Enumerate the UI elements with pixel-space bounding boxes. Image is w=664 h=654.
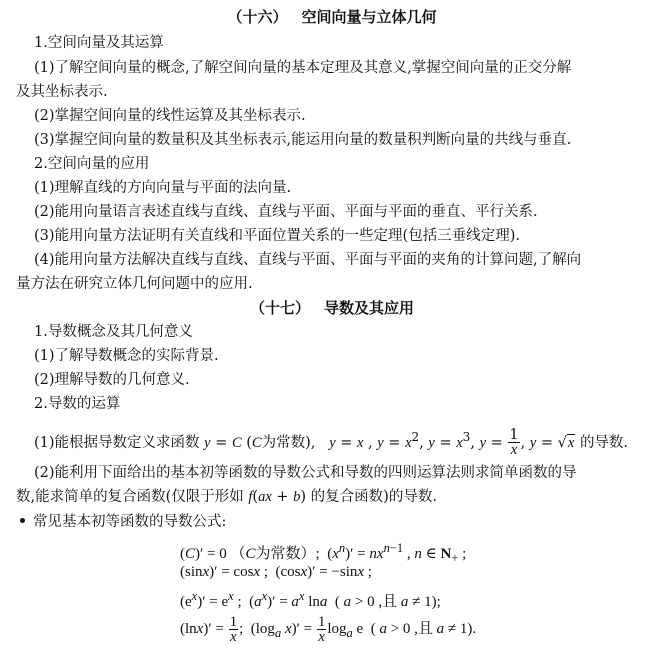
s17-para-3: (2)理解导数的几何意义. <box>34 372 190 388</box>
and-note-1: 且 <box>382 594 398 610</box>
s16-para-2-cont: 及其坐标表示. <box>16 84 108 100</box>
fraction-1-over-x-3: $\frac{1}{x}$ <box>317 614 326 645</box>
s17-para-6: (2)能利用下面给出的基本初等函数的导数公式和导数的四则运算法则求简单函数的导 <box>34 465 577 481</box>
section-16-number: （十六） <box>227 8 288 26</box>
s17-para-5-tail: 的导数. <box>579 434 629 451</box>
s17-para-6-cont-tail: 的复合函数)的导数. <box>310 489 437 505</box>
section-16-heading <box>0 7 664 27</box>
s17-para-4: 2.导数的运算 <box>34 396 121 412</box>
formula-line-4: (lnx)′ = $\frac{1}{x}$ ; ($\log_a$ x)′ = $\frac{1}{x}$ $\log_a e$ ( a > 0 ,且 a ≠ 1). <box>180 614 477 645</box>
s16-para-2: (1)了解空间向量的概念,了解空间向量的基本定理及其意义,掌握空间向量的正交分解 <box>34 60 572 76</box>
const-note: 为常数 <box>261 434 306 451</box>
formula-line-3: $(e^x)' = e^x$ ; $(a^x)' = a^x$ lna ( a > 0 ,且 a ≠ 1); <box>180 589 441 610</box>
s16-para-4: (3)掌握空间向量的数量积及其坐标表示,能运用向量的数量积判断向量的共线与垂直. <box>34 132 572 148</box>
s16-para-5: 2.空间向量的应用 <box>34 156 150 172</box>
section-17-title: 导数及其应用 <box>324 299 415 317</box>
formula-line-1: (C)′ = 0 （C为常数）; $(x^n)' = nx^{n-1}$ , n ∈ $N_+$ ; <box>180 541 467 565</box>
s16-para-9-cont: 量方法在研究立体几何问题中的应用. <box>16 276 253 292</box>
s17-para-5: (1)能根据导数定义求函数 y = C (C为常数), y = x , $y = x^2$, $y = x^3$, y = $\frac{1}{x}$ , y = √x 的导数. <box>34 427 629 459</box>
s16-para-1: 1.空间向量及其运算 <box>34 35 164 51</box>
formula-line-2: (sinx)′ = cosx ; (cosx)′ = −sinx ; <box>180 564 372 580</box>
s17-para-5-text: (1)能根据导数定义求函数 <box>34 434 200 451</box>
s16-para-8: (3)能用向量方法证明有关直线和平面位置关系的一些定理(包括三垂线定理). <box>34 228 520 244</box>
section-16-title: 空间向量与立体几何 <box>301 8 437 26</box>
bullet-item <box>20 512 226 532</box>
s16-para-9: (4)能用向量方法解决直线与直线、直线与平面、平面与平面的夹角的计算问题,了解向 <box>34 252 582 268</box>
s17-para-6-cont: 数,能求简单的复合函数(仅限于形如 f(ax + b) 的复合函数)的导数. <box>16 489 437 505</box>
s16-para-7: (2)能用向量语言表述直线与直线、直线与平面、平面与平面的垂直、平行关系. <box>34 204 538 220</box>
s16-para-3: (2)掌握空间向量的线性运算及其坐标表示. <box>34 108 306 124</box>
s17-para-2: (1)了解导数概念的实际背景. <box>34 348 219 364</box>
section-17-number: （十七） <box>249 299 310 317</box>
and-note-2: 且 <box>417 620 433 637</box>
s16-para-6: (1)理解直线的方向向量与平面的法向量. <box>34 180 292 196</box>
section-17-heading <box>0 298 664 318</box>
s17-para-6-cont-text: 数,能求简单的复合函数(仅限于形如 <box>16 489 244 505</box>
bullet-text: 常见基本初等函数的导数公式: <box>33 514 227 530</box>
const-note-2: 为常数 <box>255 546 301 562</box>
bullet-dot-icon <box>20 518 25 523</box>
fraction-1-over-x-2: $\frac{1}{x}$ <box>229 614 238 645</box>
fraction-1-over-x: $\frac{1}{x}$ <box>509 427 519 459</box>
s17-para-1: 1.导数概念及其几何意义 <box>34 324 193 340</box>
